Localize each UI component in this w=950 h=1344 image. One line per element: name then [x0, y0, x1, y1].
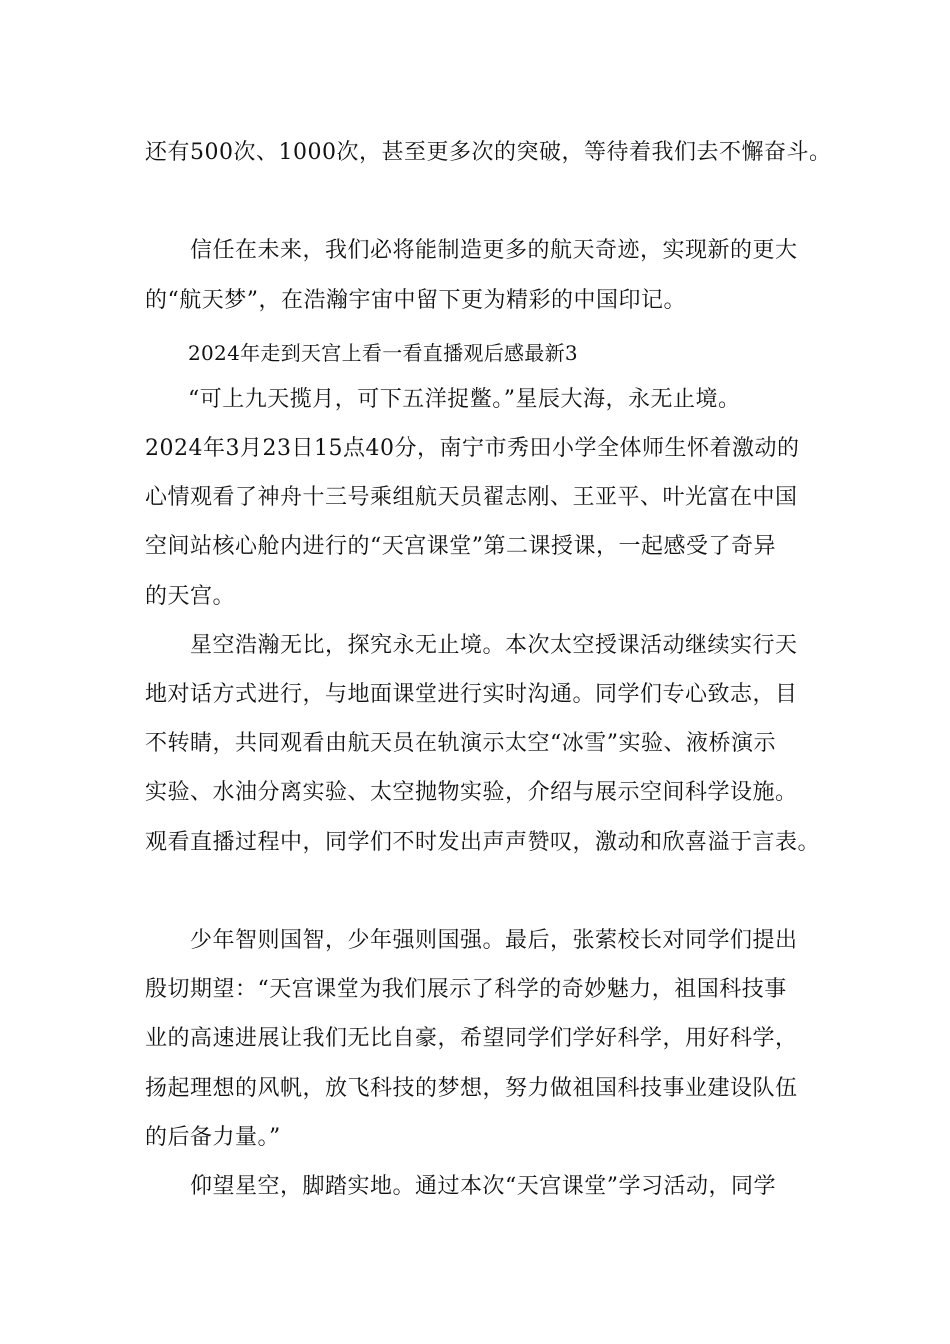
text-line: 心情观看了神舟十三号乘组航天员翟志刚、王亚平、叶光富在中国 — [145, 485, 798, 510]
text-line: 殷切期望：“天宫课堂为我们展示了科学的奇妙魅力，祖国科技事 — [145, 977, 787, 1002]
text-line: 空间站核心舱内进行的“天宫课堂”第二课授课，一起感受了奇异 — [145, 534, 776, 559]
text-line: 观看直播过程中，同学们不时发出声声赞叹，激动和欣喜溢于言表。 — [145, 830, 821, 855]
text-line: 业的高速进展让我们无比自豪，希望同学们学好科学，用好科学， — [145, 1026, 798, 1051]
text-line: 的后备力量。” — [145, 1125, 281, 1150]
text-line: 的“航天梦”，在浩瀚宇宙中留下更为精彩的中国印记。 — [145, 288, 686, 313]
paragraph-first-line: 少年智则国智，少年强则国强。最后，张萦校长对同学们提出 — [190, 928, 798, 953]
text-line: 2024年3月23日15点40分，南宁市秀田小学全体师生怀着激动的 — [145, 436, 800, 461]
paragraph-first-line: 仰望星空，脚踏实地。通过本次“天宫课堂”学习活动，同学 — [190, 1174, 776, 1199]
text-line: 还有500次、1000次，甚至更多次的突破，等待着我们去不懈奋斗。 — [145, 140, 832, 165]
paragraph-first-line: 星空浩瀚无比，探究永无止境。本次太空授课活动继续实行天 — [190, 633, 798, 658]
paragraph-first-line: “可上九天揽月，可下五洋捉鳖。”星辰大海，永无止境。 — [188, 387, 741, 412]
text-line: 实验、水油分离实验、太空抛物实验，介绍与展示空间科学设施。 — [145, 780, 798, 805]
text-line: 的天宫。 — [145, 584, 236, 609]
section-title: 2024年走到天宫上看一看直播观后感最新3 — [188, 341, 578, 365]
text-line: 扬起理想的风帆，放飞科技的梦想，努力做祖国科技事业建设队伍 — [145, 1076, 798, 1101]
text-line: 不转睛，共同观看由航天员在轨演示太空“冰雪”实验、液桥演示 — [145, 731, 776, 756]
paragraph-first-line: 信任在未来，我们必将能制造更多的航天奇迹，实现新的更大 — [190, 238, 798, 263]
text-line: 地对话方式进行，与地面课堂进行实时沟通。同学们专心致志，目 — [145, 682, 798, 707]
